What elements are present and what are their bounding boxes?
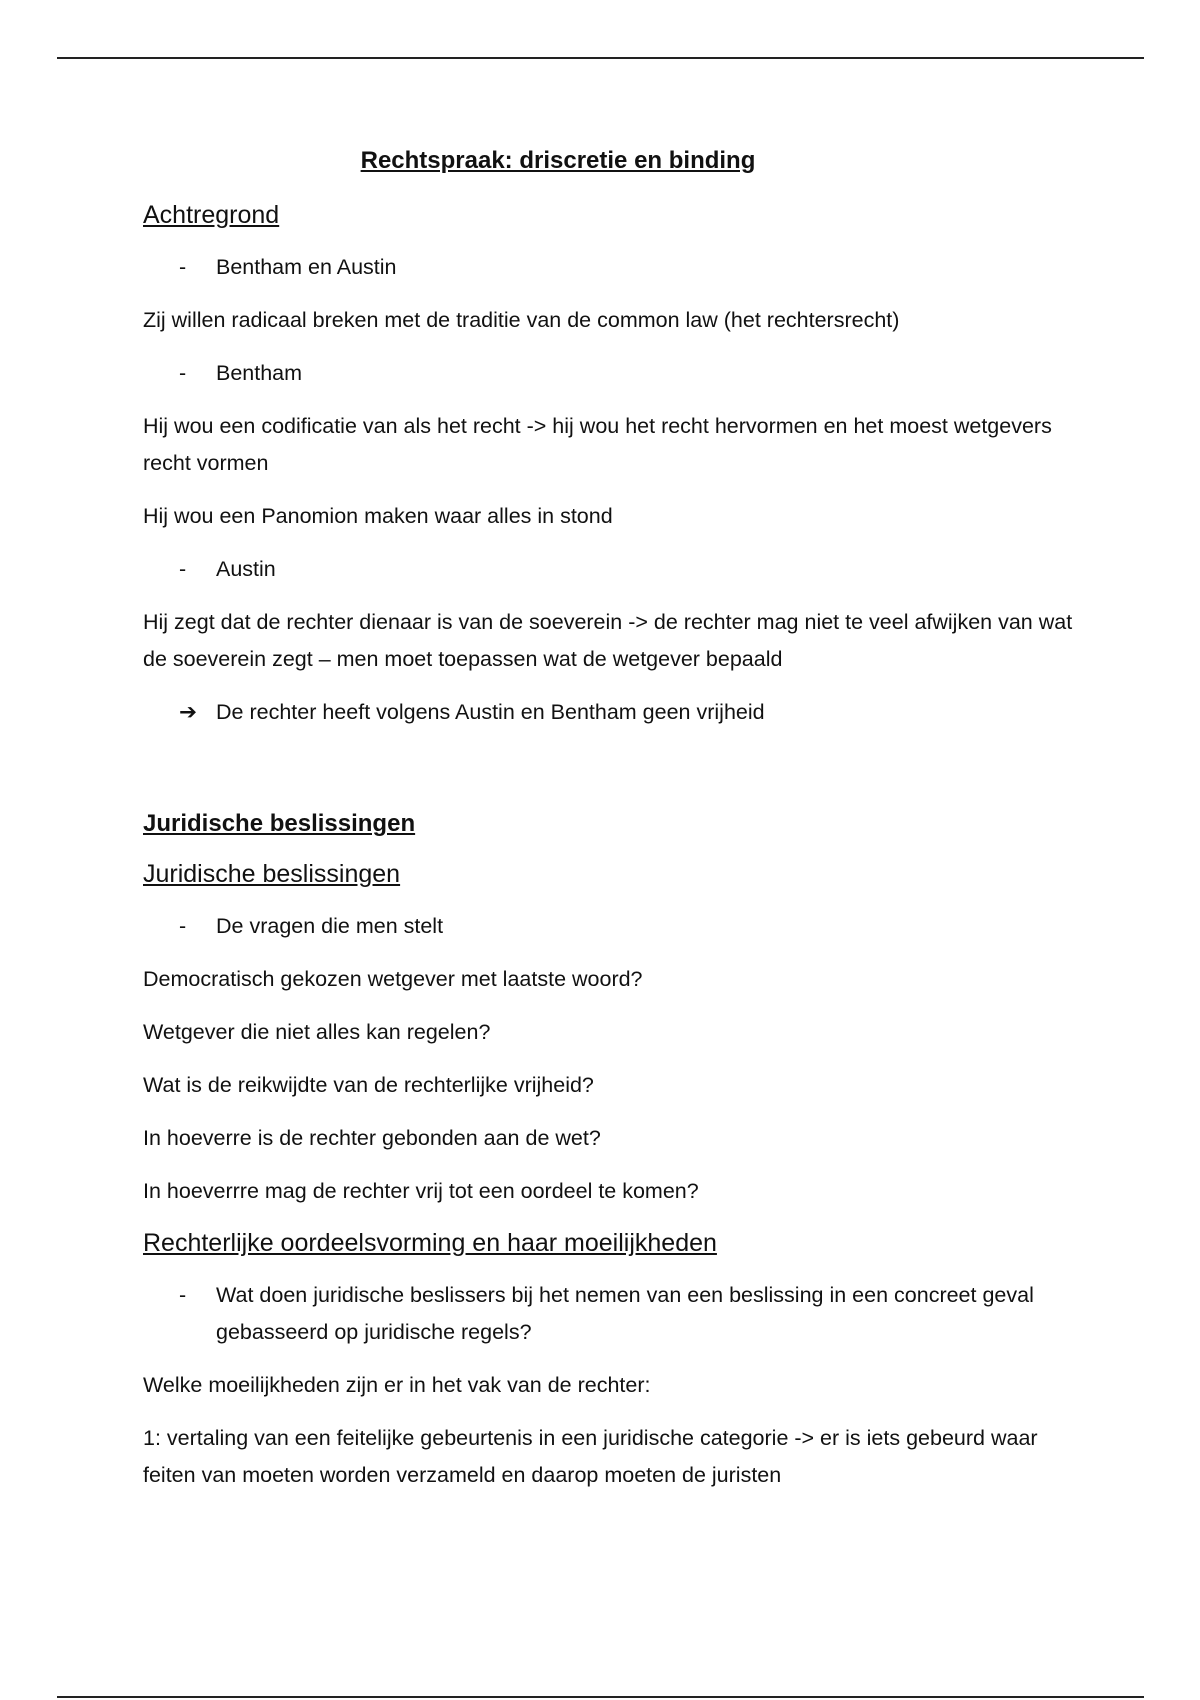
bullet-text: Bentham	[216, 361, 303, 385]
bullet-item	[143, 249, 1073, 286]
bullet-text: Austin	[216, 557, 276, 581]
dash-marker: -	[179, 914, 187, 938]
arrow-text: De rechter heeft volgens Austin en Bentham geen vrijheid	[216, 700, 765, 724]
bullet-text: De vragen die men stelt	[216, 914, 444, 938]
question: In hoeverrre mag de rechter vrij tot een oordeel te komen?	[143, 1179, 699, 1203]
subheading-background: Achtregrond	[143, 201, 280, 229]
question: Wat is de reikwijdte van de rechterlijke vrijheid?	[143, 1073, 594, 1097]
question: Democratisch gekozen wetgever met laatste woord?	[143, 967, 643, 991]
arrow-conclusion	[143, 694, 1073, 731]
dash-marker: -	[179, 557, 187, 581]
question: In hoeverre is de rechter gebonden aan de wet?	[143, 1126, 601, 1150]
bullet-item	[143, 551, 1073, 588]
paragraph: Hij zegt dat de rechter dienaar is van de soeverein -> de rechter mag niet te veel afwijken van wat de soeverein zegt – men moet toepassen wat de wetgever bepaald	[143, 610, 1073, 671]
bullet-item	[143, 1277, 1073, 1351]
paragraph: Zij willen radicaal breken met de traditie van de common law (het rechtersrecht)	[143, 308, 900, 332]
subheading-juridische-beslissingen: Juridische beslissingen	[143, 860, 401, 888]
question: Wetgever die niet alles kan regelen?	[143, 1020, 491, 1044]
top-rule	[57, 57, 1144, 59]
bullet-item	[143, 355, 1073, 392]
paragraph: 1: vertaling van een feitelijke gebeurtenis in een juridische categorie -> er is iets gebeurd waar feiten van moeten worden verzameld en daarop moeten de juristen	[143, 1426, 1038, 1487]
paragraph: Welke moeilijkheden zijn er in het vak van de rechter:	[143, 1373, 651, 1397]
paragraph: Hij wou een Panomion maken waar alles in stond	[143, 504, 613, 528]
dash-marker: -	[179, 1283, 187, 1307]
document-body	[143, 144, 1073, 1510]
bullet-item	[143, 908, 1073, 945]
dash-marker: -	[179, 361, 187, 385]
paragraph: Hij wou een codificatie van als het recht -> hij wou het recht hervormen en het moest wetgevers recht vormen	[143, 414, 1052, 475]
section-heading-juridische-beslissingen: Juridische beslissingen	[143, 810, 416, 837]
dash-marker: -	[179, 255, 187, 279]
arrow-right-icon: ➔	[179, 700, 198, 724]
bullet-text: Bentham en Austin	[216, 255, 397, 279]
page-title: Rechtspraak: driscretie en binding	[360, 147, 756, 174]
bullet-text: Wat doen juridische beslissers bij het nemen van een beslissing in een concreet geval gebasseerd op juridische regels?	[216, 1283, 1034, 1344]
subheading-oordeelsvorming: Rechterlijke oordeelsvorming en haar moeilijkheden	[143, 1229, 717, 1257]
bottom-rule	[57, 1696, 1144, 1698]
